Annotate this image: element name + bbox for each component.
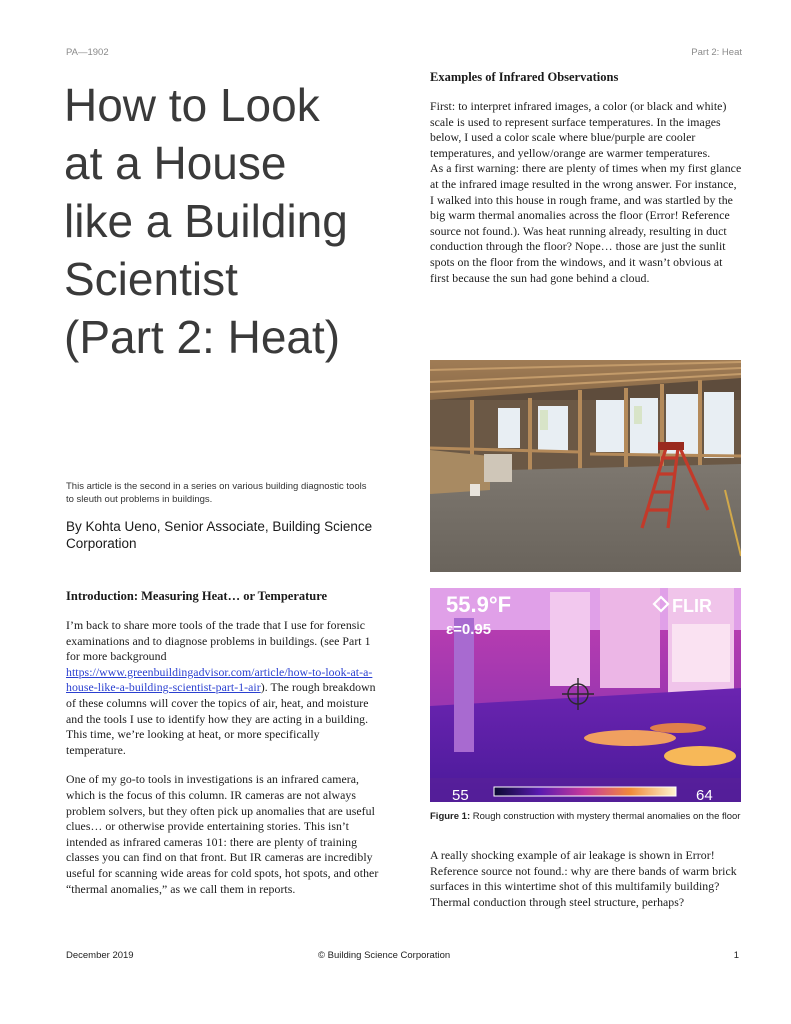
ir-emissivity-readout: ε=0.95 (446, 621, 492, 638)
construction-photo (430, 360, 741, 572)
ir-camera-paragraph: One of my go-to tools in investigations is an infrared camera, which is the focus of this column. IR cameras are not always problem solvers, but they often pick up anomalies that are useful clues… or otherwise provide entertaining stories. This isn’t intended as infrared cameras 101: there are plenty of training classes you can find on that front. But IR cameras are incredibly useful for scanning wide areas for cold spots, hot spots, and other “thermal anomalies,” as we call them in reports. (66, 772, 379, 896)
section-heading-examples: Examples of Infrared Observations (430, 70, 619, 84)
author-byline: By Kohta Ueno, Senior Associate, Building Science Corporation (66, 519, 373, 551)
series-note: This article is the second in a series on various building diagnostic tools to sleuth out problems in buildings. (66, 481, 367, 505)
article-title (64, 76, 394, 366)
figure-label: Figure 1: (430, 811, 471, 822)
color-scale-paragraph: First: to interpret infrared images, a color (or black and white) scale is used to represent surface temperatures. In the images below, I used a color scale where blue/purple are cooler temperatures, and yellow/orange are warmer temperatures. (430, 99, 727, 160)
intro-text-b: ). The rough breakdown of these columns will cover the topics of air, heat, and moisture and the tools I use to identify how they are acting in a building. This time, we’re looking at heat, or more specifically temperature. (66, 680, 376, 757)
figure-caption-text: Rough construction with mystery thermal anomalies on the floor (470, 811, 741, 822)
document-id: PA—1902 (66, 47, 109, 58)
title-line: (Part 2: Heat) (64, 311, 341, 363)
figure-caption (430, 811, 748, 824)
page-number: 1 (733, 950, 739, 961)
infrared-image (430, 588, 741, 802)
title-line: at a House (64, 137, 287, 189)
intro-text-a: I’m back to share more tools of the trade that I use for forensic examinations and to diagnose problems in buildings. (see Part 1 for more background (66, 618, 371, 664)
title-line: like a Building (64, 195, 348, 247)
infrared-thermal-image (430, 588, 741, 802)
left-column (66, 589, 380, 897)
running-section-title: Part 2: Heat (691, 47, 742, 58)
footer-date: December 2019 (66, 950, 134, 961)
section-heading-intro: Introduction: Measuring Heat… or Temperature (66, 589, 328, 603)
ir-color-scale-bar (494, 787, 676, 796)
intro-paragraph (66, 618, 380, 758)
right-column (430, 70, 742, 300)
ir-scale-min: 55 (452, 787, 469, 802)
title-line: Scientist (64, 253, 238, 305)
ir-temp-readout: 55.9°F (446, 592, 512, 617)
air-leakage-paragraph: A really shocking example of air leakage is shown in Error! Reference source not found.: why are there bands of warm brick surfaces in this wintertime shot of this multifamily building? Thermal conduction through steel structure, perhaps? (430, 848, 737, 909)
flir-brand-text: FLIR (672, 596, 712, 616)
title-line: How to Look (64, 79, 320, 131)
ir-scale-max: 64 (696, 787, 713, 802)
part1-article-link[interactable]: https://www.greenbuildingadvisor.com/article/how-to-look-at-a-house-like-a-building-scientist-part-1-air (66, 664, 373, 695)
footer-copyright: © Building Science Corporation (318, 950, 451, 961)
construction-photo-image (430, 360, 741, 572)
first-warning-paragraph: As a first warning: there are plenty of times when my first glance at the infrared image resulted in the wrong answer. For instance, I walked into this house in rough frame, and was startled by the big warm thermal anomalies across the floor (Error! Reference source not found.). Was heat running already, resulting in duct conduction through the floor? Nope… those are just the sunlit spots on the floor from the windows, and it wasn’t obvious at first because the sun had gone behind a cloud. (430, 161, 742, 285)
right-column-continued (430, 848, 742, 910)
